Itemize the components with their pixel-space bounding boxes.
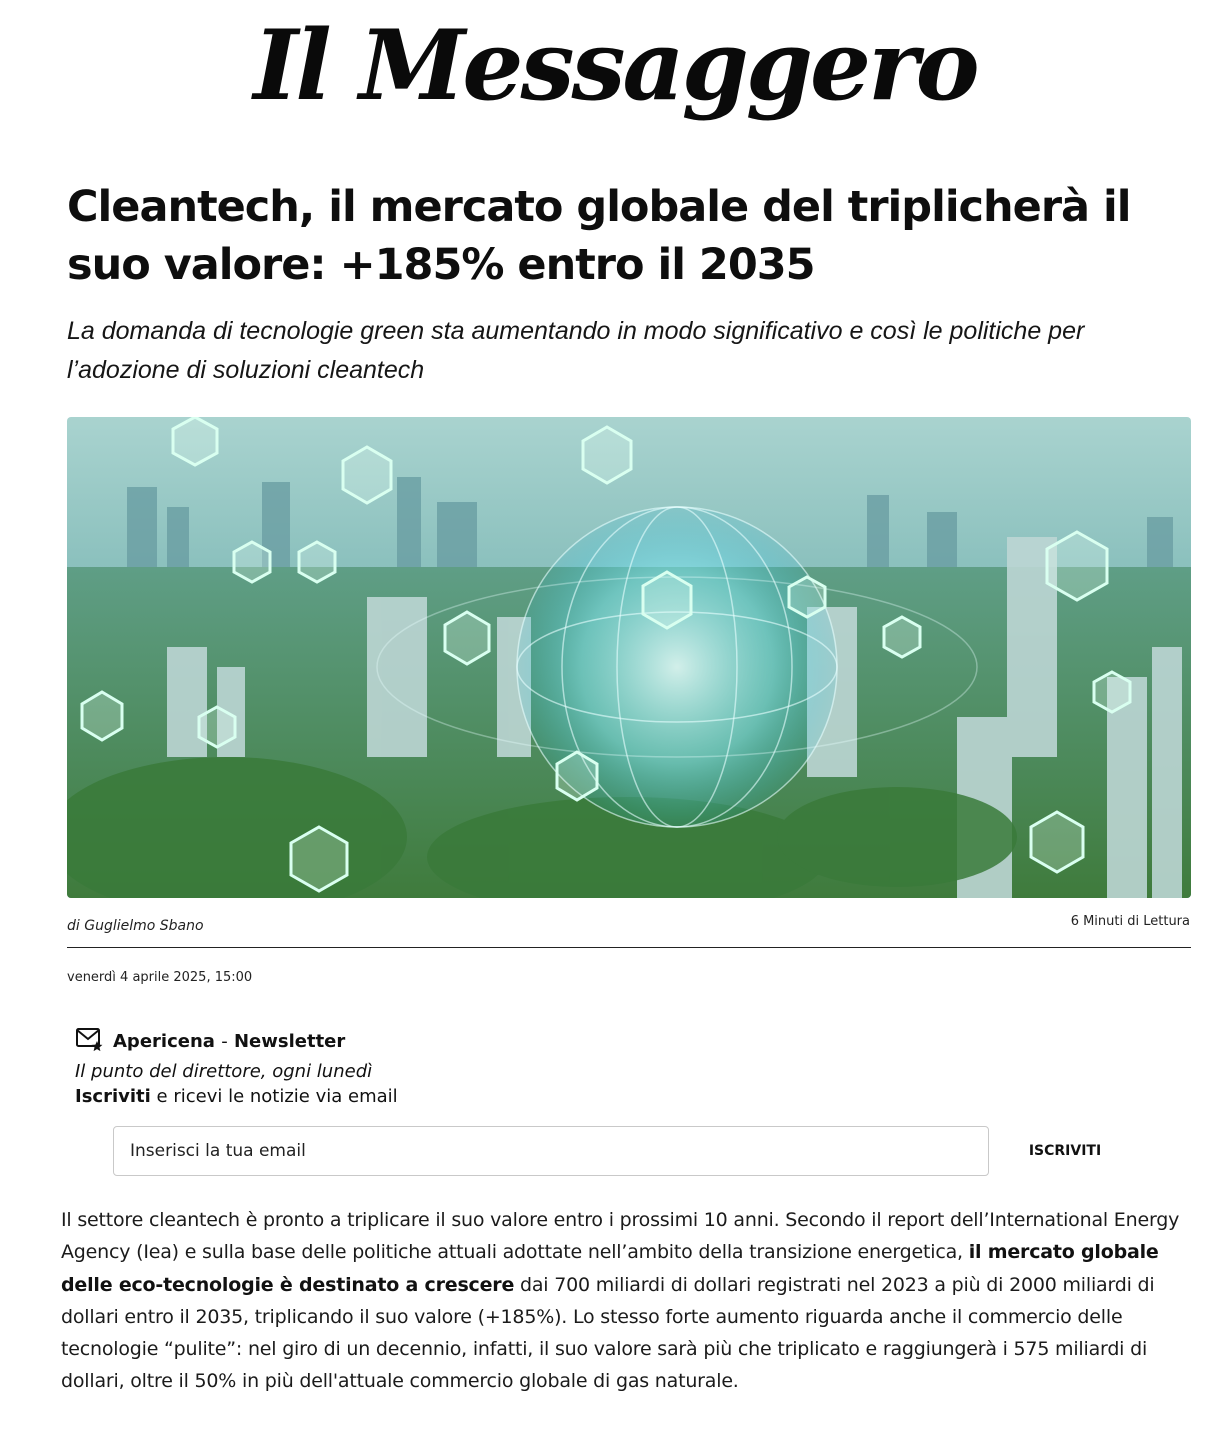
body-text-bold: il mercato globale delle eco-tecnologie è destinato a crescere — [61, 1241, 1159, 1296]
newsletter-title — [113, 1031, 345, 1052]
body-text-a: Il settore cleantech è pronto a triplicare il suo valore entro i prossimi 10 anni. Secondo il report dell’International Energy Agency (Iea) e sulla base delle politiche attuali adottate nell’ambito della transizione energetica, — [61, 1209, 1180, 1264]
divider — [67, 947, 1191, 948]
subscribe-button[interactable]: ISCRIVITI — [1010, 1131, 1120, 1171]
masthead — [0, 10, 1230, 122]
email-input[interactable] — [113, 1126, 989, 1176]
newsletter-tagline: Il punto del direttore, ogni lunedì — [75, 1061, 373, 1082]
newsletter-cta-bold: Iscriviti — [75, 1086, 151, 1107]
reading-time: 6 Minuti di Lettura — [1070, 914, 1190, 929]
hero-image — [67, 417, 1191, 898]
newsletter-label: Newsletter — [233, 1030, 346, 1052]
newsletter-title-row — [75, 1027, 1175, 1055]
newsletter-cta-text: e ricevi le notizie via email — [150, 1086, 398, 1107]
newsletter-cta — [75, 1086, 1175, 1107]
publish-date: venerdì 4 aprile 2025, 15:00 — [67, 970, 253, 985]
newsletter-box — [75, 1027, 1175, 1107]
article-body-paragraph — [61, 1204, 1186, 1398]
article-byline[interactable]: di Guglielmo Sbano — [67, 918, 204, 934]
mail-star-icon — [75, 1025, 105, 1058]
city-globe-cleantech-image — [67, 417, 1191, 898]
newsletter-name: Apericena — [113, 1030, 215, 1052]
site-logo[interactable]: Il Messaggero — [253, 9, 977, 122]
newsletter-separator: - — [221, 1030, 228, 1052]
article-headline: Cleantech, il mercato globale del triplicherà il suo valore: +185% entro il 2035 — [67, 182, 1131, 290]
article-subheadline: La domanda di tecnologie green sta aumentando in modo significativo e così le politiche per l’adozione di soluzioni cleantech — [67, 317, 1085, 384]
body-text-b: dai 700 miliardi di dollari registrati nel 2023 a più di 2000 miliardi di dollari entro il 2035, triplicando il suo valore (+185%). Lo stesso forte aumento riguarda anche il commercio delle tecnologie “pulite”: nel giro di un decennio, infatti, il suo valore sarà più che triplicato e raggiungerà i 575 miliardi di dollari, oltre il 50% in più dell'attuale commercio globale di gas naturale. — [61, 1273, 1155, 1393]
